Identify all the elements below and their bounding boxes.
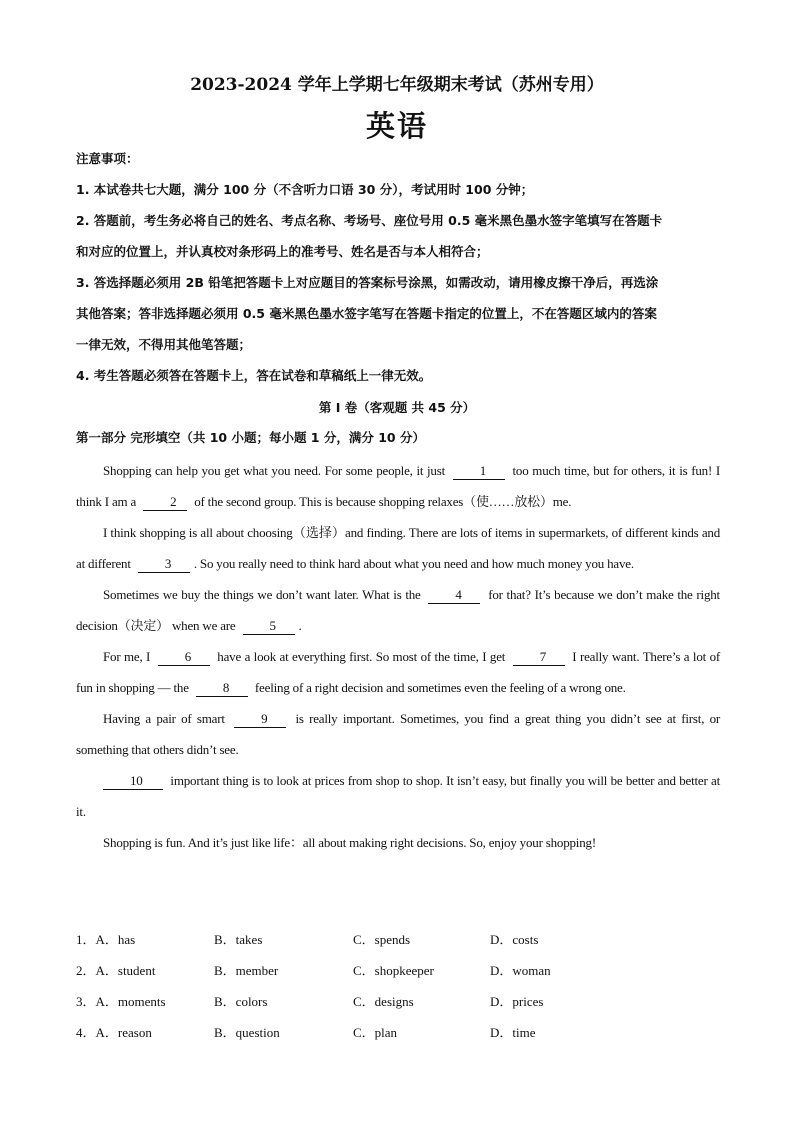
question-options-row bbox=[76, 957, 720, 988]
passage-paragraph: For me, I 6 have a look at everything first. So most of the time, I get 7 I really want. There’s a lot of fun in shopping — the 8 feeling of a right decision and sometimes even the feeling of a wrong one. bbox=[76, 649, 720, 695]
option-d: D．woman bbox=[490, 963, 551, 978]
blank-10: 10 bbox=[103, 773, 163, 790]
option-d: D．prices bbox=[490, 994, 544, 1009]
option-d: D．costs bbox=[490, 932, 539, 947]
blank-2: 2 bbox=[143, 494, 187, 511]
blank-7: 7 bbox=[513, 649, 565, 666]
exam-title: 2023-2024 学年上学期七年级期末考试（苏州专用） bbox=[190, 75, 604, 95]
option-a: 1．A．has bbox=[76, 932, 136, 947]
passage-paragraph: Having a pair of smart 9 is really important. Sometimes, you find a great thing you didn’t see at first, or something that others didn’t see. bbox=[76, 711, 721, 757]
passage-paragraph: I think shopping is all about choosing（选择）and finding. There are lots of items in supermarkets, of different kinds and at different 3 . So you really need to think hard about what you need and how much money you have. bbox=[76, 525, 720, 571]
option-b: B．member bbox=[214, 963, 279, 978]
question-options-row bbox=[76, 1019, 720, 1050]
passage-paragraph: Shopping is fun. And it’s just like life：all about making right decisions. So, enjoy your shopping! bbox=[103, 835, 596, 850]
notice-line: 一律无效，不得用其他笔答题； bbox=[76, 337, 252, 352]
cloze-passage bbox=[76, 455, 720, 858]
option-c: C．plan bbox=[353, 1025, 398, 1040]
option-d: D．time bbox=[490, 1025, 536, 1040]
option-a: 4．A．reason bbox=[76, 1025, 152, 1040]
part-heading: 第一部分 完形填空（共 10 小题；每小题 1 分，满分 10 分） bbox=[76, 430, 425, 445]
option-b: B．takes bbox=[214, 932, 263, 947]
question-options-row bbox=[76, 988, 720, 1019]
blank-6: 6 bbox=[158, 649, 210, 666]
question-options-row bbox=[76, 926, 720, 957]
blank-8: 8 bbox=[196, 680, 248, 697]
blank-1: 1 bbox=[453, 463, 505, 480]
answer-options bbox=[76, 926, 720, 1050]
notice-line: 其他答案；答非选择题必须用 0.5 毫米黑色墨水签字笔写在答题卡指定的位置上，不在答题区域内的答案 bbox=[76, 306, 657, 321]
notice-line: 3. 答选择题必须用 2B 铅笔把答题卡上对应题目的答案标号涂黑，如需改动，请用橡皮擦干净后，再选涂 bbox=[76, 275, 659, 290]
option-c: C．spends bbox=[353, 932, 411, 947]
option-a: 3．A．moments bbox=[76, 994, 166, 1009]
option-c: C．shopkeeper bbox=[353, 963, 434, 978]
passage-paragraph: 10 important thing is to look at prices from shop to shop. It isn’t easy, but finally you will be better and better at it. bbox=[76, 773, 720, 819]
option-a: 2．A．student bbox=[76, 963, 156, 978]
notice-line: 和对应的位置上，并认真校对条形码上的准考号、姓名是否与本人相符合； bbox=[76, 244, 489, 259]
passage-paragraph: Sometimes we buy the things we don’t want later. What is the 4 for that? It’s because we don’t make the right decision（决定） when we are 5 . bbox=[76, 587, 720, 633]
blank-3: 3 bbox=[138, 556, 190, 573]
section-heading: 第 I 卷（客观题 共 45 分） bbox=[318, 400, 476, 415]
option-b: B．colors bbox=[214, 994, 268, 1009]
notice-line: 1. 本试卷共七大题，满分 100 分（不含听力口语 30 分），考试用时 100 分钟； bbox=[76, 182, 534, 197]
option-b: B．question bbox=[214, 1025, 280, 1040]
blank-4: 4 bbox=[428, 587, 480, 604]
option-c: C．designs bbox=[353, 994, 414, 1009]
passage-paragraph: Shopping can help you get what you need. For some people, it just 1 too much time, but for others, it is fun! I think I am a 2 of the second group. This is because shopping relaxes（使……放松）me. bbox=[76, 463, 720, 509]
subject-heading: 英语 bbox=[365, 109, 428, 143]
blank-9: 9 bbox=[234, 711, 286, 728]
blank-5: 5 bbox=[243, 618, 295, 635]
notice-heading: 注意事项： bbox=[76, 151, 139, 166]
notice-line: 2. 答题前，考生务必将自己的姓名、考点名称、考场号、座位号用 0.5 毫米黑色墨水签字笔填写在答题卡 bbox=[76, 213, 663, 228]
notice-line: 4. 考生答题必须答在答题卡上，答在试卷和草稿纸上一律无效。 bbox=[76, 368, 432, 383]
notice-section bbox=[76, 143, 720, 391]
